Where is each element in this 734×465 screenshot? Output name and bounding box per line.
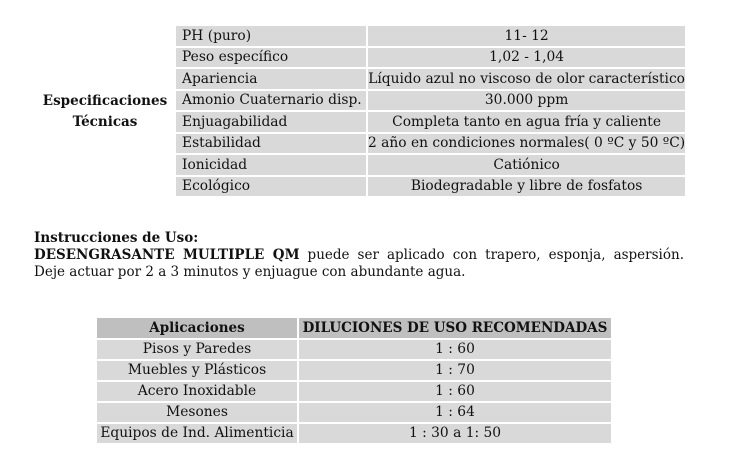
table-row (97, 403, 611, 422)
table-header-row (97, 318, 611, 338)
spec-property: Enjuagabilidad (176, 112, 366, 132)
dilution-cell: 1 : 70 (299, 361, 611, 380)
spec-row (176, 26, 685, 46)
table-row (97, 361, 611, 380)
usage-instructions (34, 230, 684, 281)
specifications-label (36, 91, 174, 133)
spec-value: Líquido azul no viscoso de olor característico (368, 70, 685, 87)
table-row (97, 424, 611, 443)
spec-row (176, 91, 685, 111)
application-cell: Pisos y Paredes (97, 340, 297, 359)
dilution-cell: 1 : 60 (299, 340, 611, 359)
instructions-paragraph (34, 247, 684, 281)
spec-property: PH (puro) (176, 26, 366, 46)
application-cell: Equipos de Ind. Alimenticia (97, 424, 297, 443)
application-cell: Acero Inoxidable (97, 382, 297, 401)
spec-value: 11- 12 (368, 26, 685, 46)
dilutions-table (95, 316, 613, 445)
spec-row (176, 112, 685, 132)
header-applications: Aplicaciones (97, 318, 297, 338)
specifications-label-line1: Especificaciones (42, 93, 168, 109)
spec-property: Ionicidad (176, 155, 366, 175)
spec-property: Amonio Cuaternario disp. (176, 91, 366, 111)
specifications-table (174, 24, 687, 198)
spec-row (176, 134, 685, 154)
instructions-heading: Instrucciones de Uso: (34, 230, 199, 246)
spec-value: 2 año en condiciones normales( 0 ºC y 50 ºC) (368, 135, 686, 152)
specifications-label-line2: Técnicas (72, 114, 138, 130)
spec-property: Estabilidad (176, 134, 366, 154)
spec-row (176, 155, 685, 175)
spec-row (176, 177, 685, 197)
product-name: DESENGRASANTE MULTIPLE QM (34, 247, 300, 263)
spec-property: Ecológico (176, 177, 366, 197)
spec-value: 1,02 - 1,04 (368, 48, 685, 68)
dilution-cell: 1 : 60 (299, 382, 611, 401)
header-dilutions: DILUCIONES DE USO RECOMENDADAS (299, 318, 611, 338)
spec-value: Completa tanto en agua fría y caliente (368, 112, 685, 132)
application-cell: Mesones (97, 403, 297, 422)
application-cell: Muebles y Plásticos (97, 361, 297, 380)
dilution-cell: 1 : 64 (299, 403, 611, 422)
dilution-cell: 1 : 30 a 1: 50 (299, 424, 611, 443)
spec-property: Peso específico (176, 48, 366, 68)
spec-row (176, 69, 685, 89)
spec-value: Biodegradable y libre de fosfatos (368, 177, 685, 197)
spec-row (176, 48, 685, 68)
spec-property: Apariencia (176, 69, 366, 89)
instructions-text: puede ser aplicado con trapero, esponja, aspersión. Deje actuar por 2 a 3 minutos y enjuague con abundante agua. (34, 247, 684, 280)
spec-value: 30.000 ppm (368, 91, 685, 111)
spec-value: Catiónico (368, 155, 685, 175)
table-row (97, 382, 611, 401)
table-row (97, 340, 611, 359)
